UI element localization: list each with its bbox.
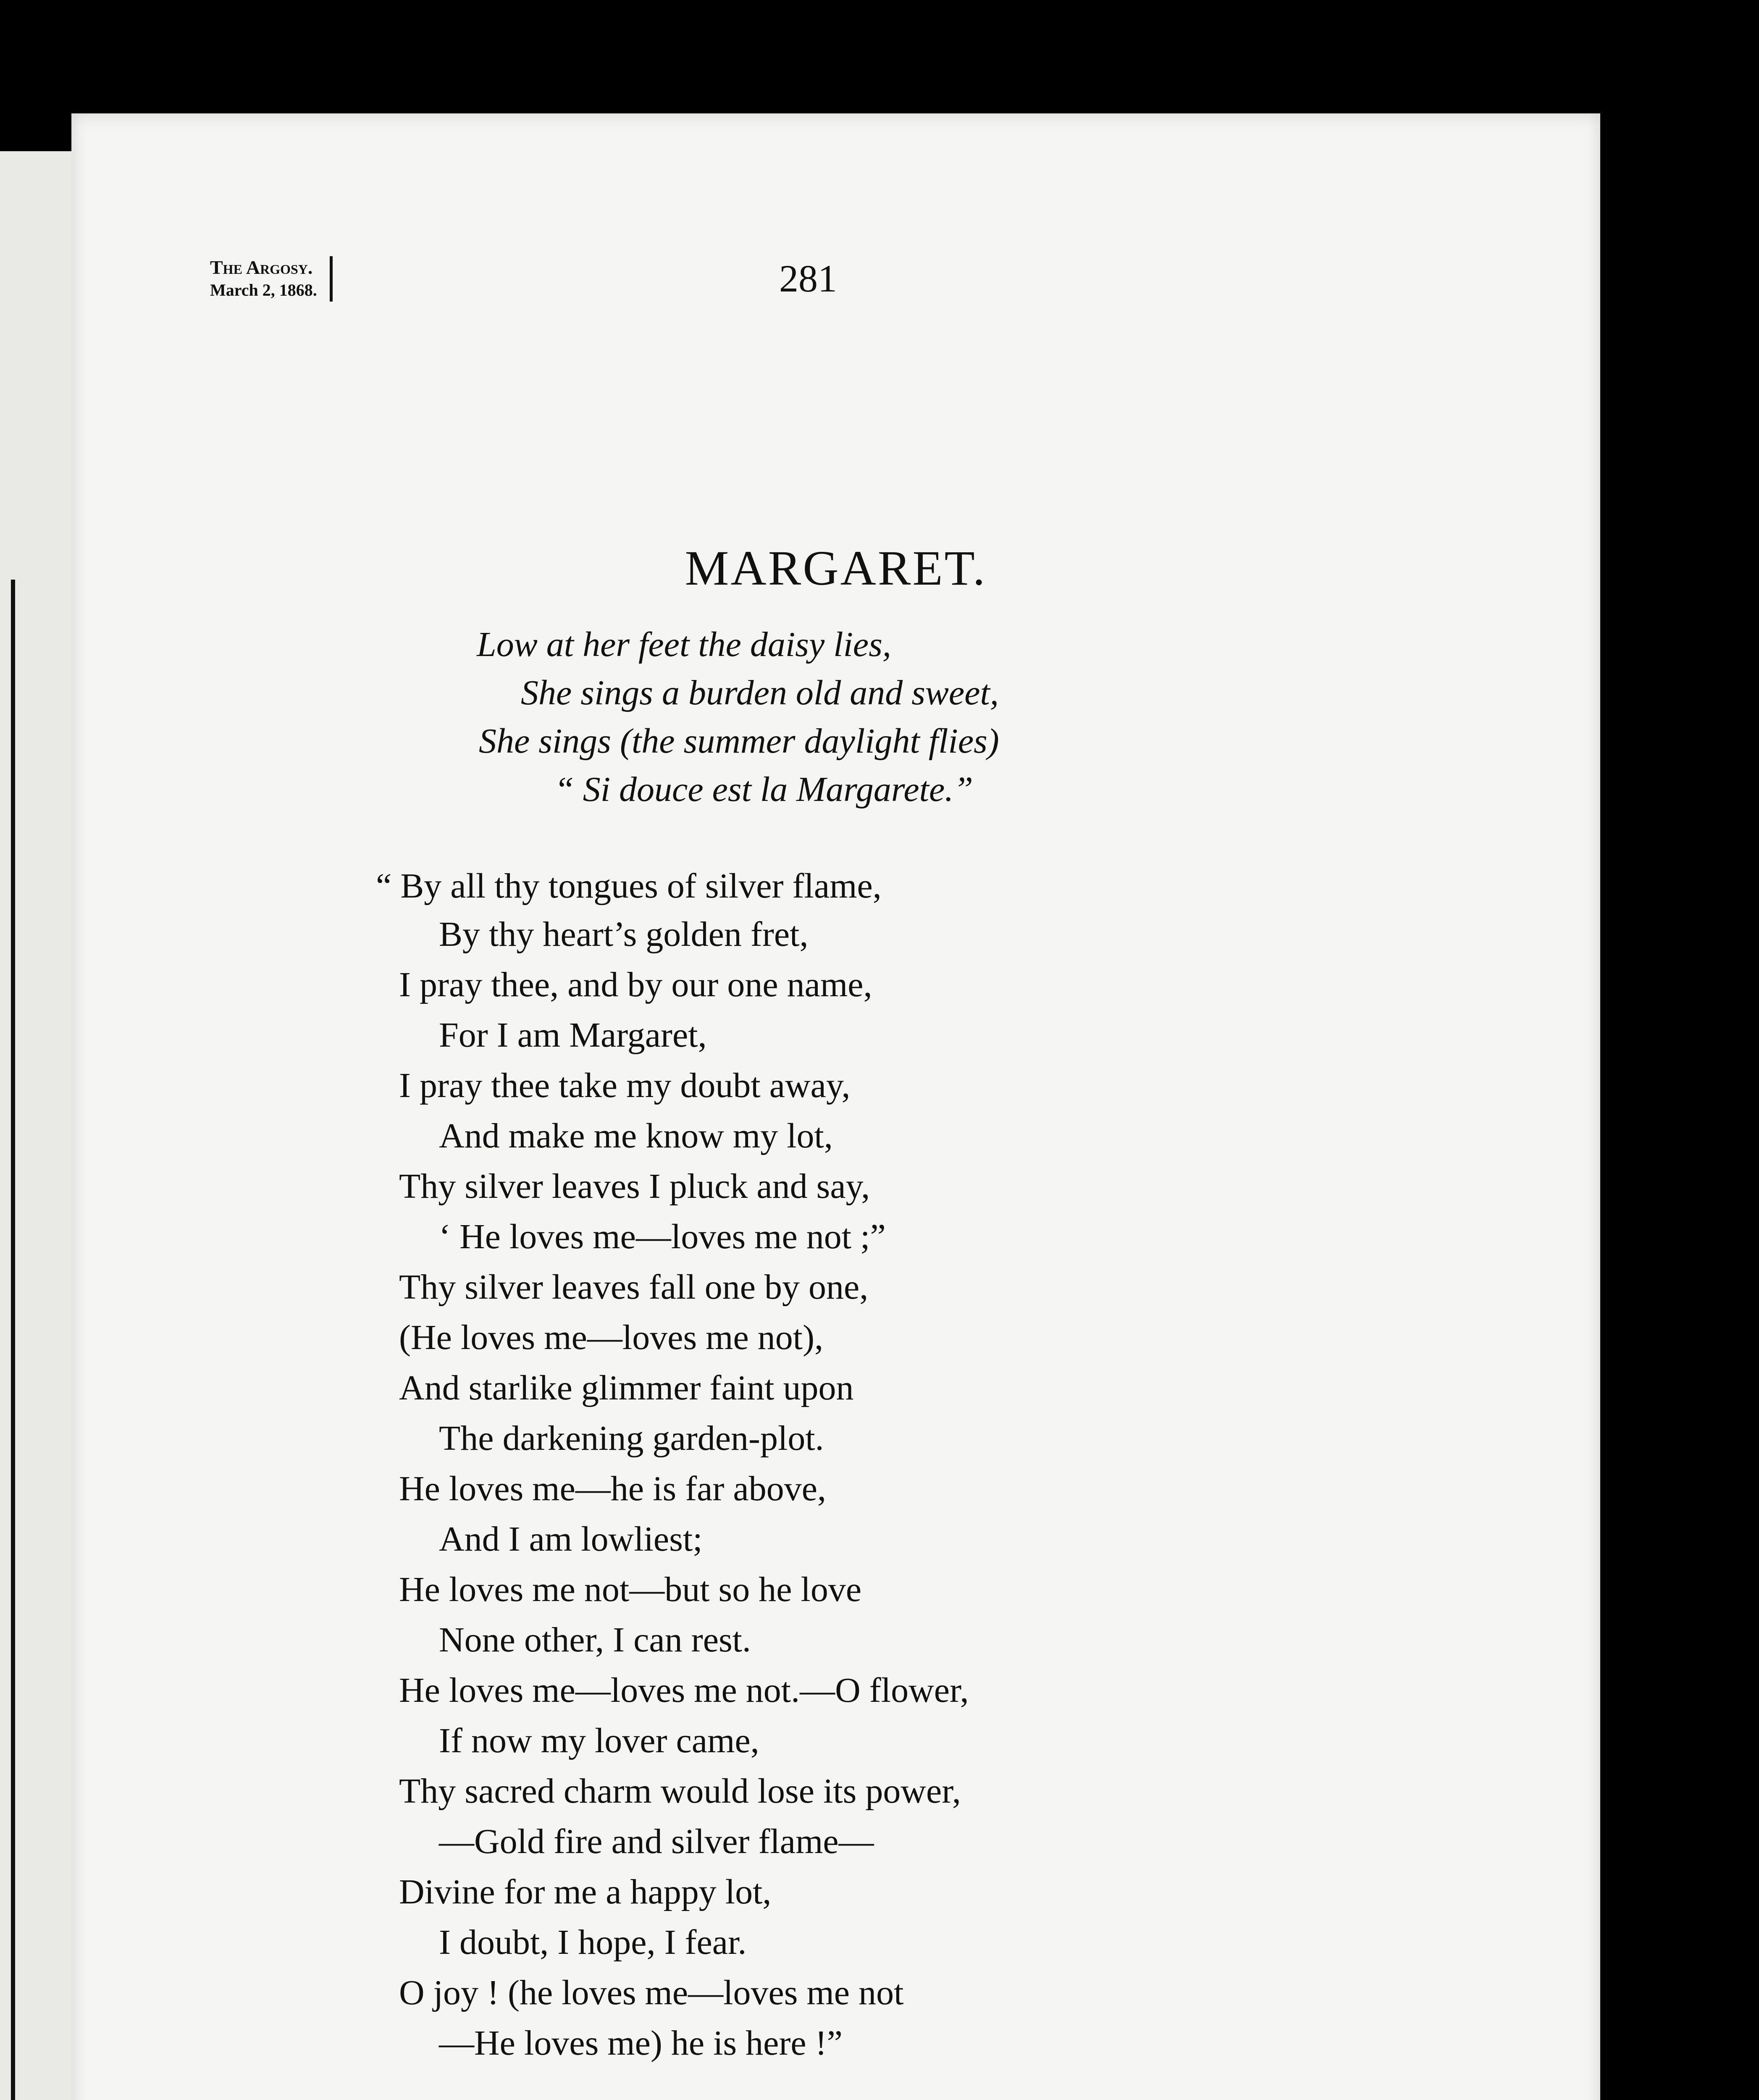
poem-line: Divine for me a happy lot, — [399, 1872, 772, 1911]
poem-line: I doubt, I hope, I fear. — [439, 1923, 747, 1962]
poem-line: If now my lover came, — [439, 1721, 759, 1760]
poem-line: Thy sacred charm would lose its power, — [399, 1772, 961, 1811]
poem-line: For I am Margaret, — [439, 1016, 707, 1055]
refrain-line: “ Si douce est la Margarete.” — [554, 770, 974, 809]
poem-line: He loves me—he is far above, — [399, 1469, 826, 1508]
running-title: The Argosy. — [210, 257, 313, 278]
adjacent-page-edge — [0, 151, 80, 2100]
poem-line: He loves me not—but so he love — [399, 1570, 862, 1609]
page — [71, 113, 1600, 2100]
poem-line: And I am lowliest; — [439, 1520, 703, 1559]
running-date: March 2, 1868. — [210, 281, 317, 299]
poem-line: None other, I can rest. — [439, 1620, 751, 1659]
poem-line: Thy silver leaves I pluck and say, — [399, 1167, 870, 1206]
poem-line: By thy heart’s golden fret, — [439, 915, 809, 954]
poem-line: O joy ! (he loves me—loves me not — [399, 1973, 904, 2012]
poem-line: “ By all thy tongues of silver flame, — [376, 866, 882, 906]
refrain-line: She sings a burden old and sweet, — [521, 673, 999, 712]
poem-line: (He loves me—loves me not), — [399, 1318, 824, 1357]
poem-line: And make me know my lot, — [439, 1116, 833, 1155]
poem-line: The darkening garden-plot. — [439, 1419, 824, 1458]
refrain-line: Low at her feet the daisy lies, — [477, 625, 891, 664]
refrain-line: She sings (the summer daylight flies) — [479, 722, 999, 761]
page-number: 281 — [779, 257, 837, 300]
poem-line: I pray thee, and by our one name, — [399, 965, 872, 1004]
poem-line: I pray thee take my doubt away, — [399, 1066, 851, 1105]
poem-line: —Gold fire and silver flame— — [439, 1822, 874, 1861]
poem-line: ‘ He loves me—loves me not ;” — [439, 1217, 886, 1256]
poem-line: And starlike glimmer faint upon — [399, 1368, 854, 1407]
poem-title: MARGARET. — [685, 541, 987, 596]
poem-line: He loves me—loves me not.—O flower, — [399, 1671, 969, 1710]
poem-line: Thy silver leaves fall one by one, — [399, 1268, 869, 1307]
running-head — [210, 256, 333, 302]
adjacent-page-border — [0, 580, 15, 2100]
poem-line: —He loves me) he is here !” — [439, 2024, 843, 2063]
